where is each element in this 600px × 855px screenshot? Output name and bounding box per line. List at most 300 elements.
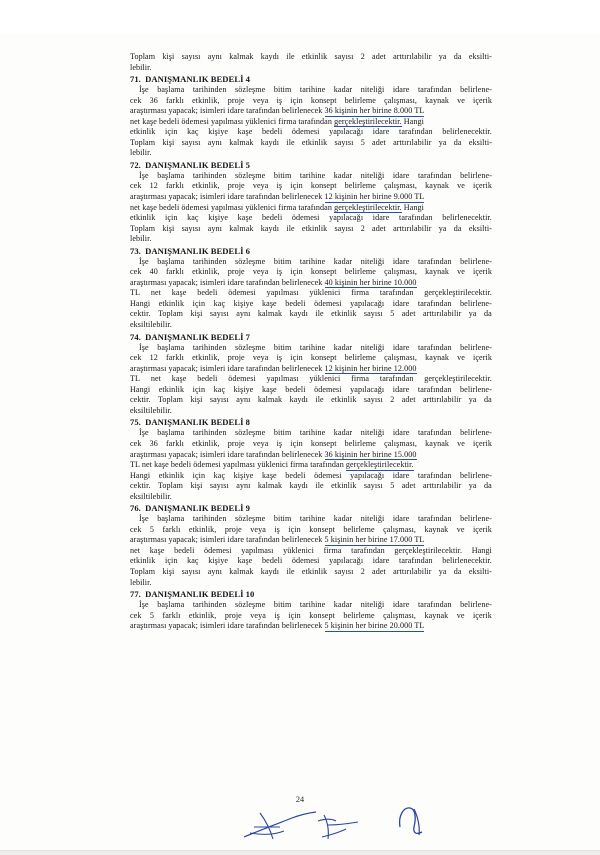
section-number: 74. — [130, 331, 141, 342]
word: Toplam — [157, 309, 184, 319]
word: Toplam — [157, 481, 184, 491]
word: ödemesi — [314, 470, 342, 480]
section-paragraph — [130, 514, 492, 588]
word: için — [288, 524, 301, 534]
word: da — [483, 395, 492, 405]
text-line — [130, 203, 492, 214]
word: belirlenecektir. — [442, 213, 492, 223]
text-line — [130, 621, 492, 632]
word: sayısı — [334, 52, 354, 61]
word: Toplam — [130, 566, 156, 576]
word: eksilti- — [468, 137, 492, 147]
word: etkinlik — [130, 127, 156, 137]
text-line: eksiltilebilir. — [130, 405, 172, 415]
word: kaç — [187, 556, 199, 566]
word: da — [483, 309, 492, 319]
word: ile — [315, 395, 324, 405]
word: sayısı — [181, 137, 201, 147]
word: kaynak — [424, 524, 449, 534]
word: ya — [468, 309, 477, 319]
word: ya — [438, 137, 447, 147]
word: bedeli — [262, 127, 283, 137]
word: proje — [227, 181, 245, 191]
word: belirlene- — [460, 428, 492, 438]
word: kadar — [333, 170, 353, 180]
word: için — [165, 213, 178, 223]
word: sözleşme — [235, 256, 266, 266]
section-title: DANIŞMANLIK BEDELİ 8 — [142, 417, 251, 428]
word: idare — [392, 428, 410, 438]
word: Hangi — [130, 298, 151, 308]
word: belirlene- — [460, 256, 492, 266]
text-line — [130, 600, 492, 611]
word: idare — [392, 384, 410, 394]
word: için — [192, 298, 206, 308]
word: Hangi — [471, 545, 492, 555]
word: içerik — [473, 181, 492, 191]
word: konsept — [310, 267, 337, 277]
section-title: DANIŞMANLIK BEDELİ 9 — [142, 503, 251, 514]
word: ve — [457, 353, 465, 363]
word: kaydı — [289, 395, 308, 405]
word: kişi — [190, 309, 203, 319]
section-number: 73. — [130, 245, 141, 256]
section-heading — [130, 502, 492, 514]
line-text: TL net kaşe bedeli ödemesi yapılması yüklenici firma tarafından — [130, 460, 346, 470]
word: da — [483, 481, 492, 491]
line-text: araştırması yapacak; isimleri idare tarafından belirlenecek — [130, 449, 325, 459]
section-title: DANIŞMANLIK BEDELİ 6 — [142, 245, 251, 256]
word: kaç — [213, 384, 226, 394]
word: için — [288, 610, 301, 620]
word: yapılması — [266, 374, 299, 384]
text-line — [130, 471, 492, 482]
word: kadar — [333, 514, 353, 524]
word: veya — [252, 353, 269, 363]
word: niteliği — [360, 85, 385, 95]
word: kişi — [162, 566, 175, 576]
word: iş — [274, 524, 280, 534]
word: ve — [456, 610, 465, 620]
text-line — [130, 85, 492, 96]
line-text: araştırması yapacak; isimleri idare tarafından belirlenecek — [130, 192, 325, 202]
word: içerik — [472, 524, 492, 534]
word: iş — [276, 438, 283, 448]
word: etkinlik, — [192, 181, 220, 191]
word: tarihine — [299, 256, 326, 266]
signature-two — [316, 811, 372, 843]
word: firma — [351, 374, 370, 384]
text-line — [130, 556, 492, 567]
word: sayısı — [209, 395, 229, 405]
text-line — [130, 257, 492, 268]
word: bitim — [273, 256, 292, 266]
section-heading — [130, 159, 492, 171]
word: kaşe — [237, 213, 253, 223]
word: 5 — [390, 309, 395, 319]
word: sayısı — [334, 566, 354, 576]
section-heading — [130, 331, 492, 343]
word: tarafından — [417, 600, 452, 610]
word: ödemesi — [314, 298, 342, 308]
text-line — [130, 395, 492, 406]
text-line — [130, 611, 492, 622]
word: tarihine — [299, 600, 326, 610]
word: cek — [130, 524, 142, 534]
word: eksilti- — [468, 566, 492, 576]
word: ödemesi — [204, 545, 232, 555]
word: niteliği — [360, 170, 385, 180]
section-number: 76. — [130, 503, 141, 514]
word: etkinlik — [301, 137, 328, 147]
word: etkinlik — [331, 481, 357, 491]
word: başlama — [157, 85, 185, 95]
word: 2 — [360, 52, 365, 61]
word: tarihinden — [192, 85, 227, 95]
word: aynı — [236, 481, 251, 491]
word: ödemesi — [291, 556, 320, 566]
word: sayısı — [363, 395, 383, 405]
word: ya — [438, 566, 447, 576]
document-content — [130, 52, 492, 632]
word: tarihinden — [192, 170, 227, 180]
word: adet — [372, 52, 386, 61]
text-line — [130, 138, 492, 149]
signature-one — [240, 809, 324, 843]
word: içerik — [473, 438, 492, 448]
word: TL — [130, 288, 141, 298]
word: niteliği — [360, 600, 385, 610]
word: kaşe — [171, 374, 187, 384]
word: kadar — [333, 85, 353, 95]
word: etkinlik — [301, 223, 328, 233]
word: cek — [130, 353, 142, 363]
text-line — [130, 278, 492, 289]
word: kaşe — [237, 556, 253, 566]
word: ile — [286, 137, 295, 147]
word: kişi — [162, 137, 175, 147]
word: arttırılabilir — [393, 137, 432, 147]
word: ile — [315, 309, 324, 319]
underlined-amount: 5 kişinin her birine 17.000 TL — [324, 535, 425, 545]
word: proje — [227, 438, 245, 448]
word: kaç — [187, 127, 199, 137]
word: niteliği — [360, 256, 385, 266]
word: aynı — [207, 52, 222, 61]
word: idare — [392, 514, 410, 524]
word: belirlene- — [460, 600, 492, 610]
word: ödemesi — [228, 288, 256, 298]
word: proje — [227, 353, 245, 363]
word: ödemesi — [291, 213, 320, 223]
word: tarihine — [299, 342, 326, 352]
word: farklı — [165, 95, 184, 105]
word: da — [453, 566, 462, 576]
word: veya — [252, 267, 269, 277]
word: yapılacağı — [329, 127, 364, 137]
word: arttırılabilir — [393, 52, 432, 61]
word: çalışması, — [383, 610, 417, 620]
word: yapılması — [241, 545, 274, 555]
word: bedeli — [285, 384, 306, 394]
word: aynı — [207, 566, 222, 576]
word: için — [165, 127, 178, 137]
word: İşe — [139, 342, 149, 352]
word: kaynak — [425, 353, 449, 363]
word: cek — [130, 181, 142, 191]
word: tarihinden — [192, 514, 227, 524]
word: belirlene- — [460, 85, 492, 95]
word: kaydı — [289, 309, 308, 319]
word: kalmak — [229, 137, 254, 147]
word: proje — [224, 524, 242, 534]
word: net — [130, 545, 141, 555]
word: tarafından — [417, 170, 452, 180]
word: kaydı — [260, 566, 280, 576]
word: etkinlik, — [192, 95, 220, 105]
word: sayısı — [181, 223, 201, 233]
page-top-margin — [0, 0, 600, 34]
word: kalmak — [229, 223, 254, 233]
text-line — [130, 343, 492, 354]
word: idare — [392, 170, 410, 180]
word: kaç — [213, 470, 226, 480]
word: kaynak — [425, 181, 449, 191]
text-line — [130, 96, 492, 107]
word: kaşe — [262, 298, 277, 308]
word: iş — [276, 181, 283, 191]
line-text: araştırması yapacak; isimleri idare tarafından belirlenecek — [130, 363, 325, 373]
word: etkinlik, — [188, 610, 217, 620]
underlined-amount: gerçekleştirilecektir. — [334, 116, 402, 126]
word: farklı — [165, 267, 184, 277]
text-line — [130, 288, 492, 299]
word: yüklenici — [309, 288, 341, 298]
word: belirleme — [344, 95, 376, 105]
text-line — [130, 374, 492, 385]
word: belirlene- — [460, 514, 492, 524]
text-line — [130, 439, 492, 450]
word: da — [453, 137, 462, 147]
word: tarafından — [417, 470, 452, 480]
word: 5 — [149, 610, 155, 620]
line-text: araştırması yapacak; isimleri idare tarafından belirlenecek — [130, 106, 325, 116]
word: sözleşme — [235, 170, 266, 180]
word: İşe — [139, 428, 149, 438]
word: etkinlik — [331, 309, 357, 319]
word: sözleşme — [235, 342, 266, 352]
text-line — [130, 117, 492, 128]
word: konsept — [310, 181, 337, 191]
word: tarafından — [417, 514, 452, 524]
section-title: DANIŞMANLIK BEDELİ 5 — [142, 159, 251, 170]
word: konsept — [310, 95, 337, 105]
word: içerik — [473, 267, 492, 277]
word: veya — [252, 438, 269, 448]
text-line — [130, 460, 492, 471]
word: tarafından — [417, 256, 452, 266]
word: belirlene- — [460, 298, 492, 308]
word: idare — [372, 556, 390, 566]
text-line — [130, 546, 492, 557]
underlined-amount: 36 kişinin her birine 8.000 TL — [324, 106, 425, 116]
word: ödemesi — [291, 127, 320, 137]
text-line — [130, 364, 492, 375]
word: Toplam — [130, 137, 156, 147]
word: tarafından — [399, 556, 433, 566]
word: niteliği — [360, 428, 385, 438]
signature-area — [240, 805, 460, 853]
word: yapılacağı — [350, 470, 385, 480]
word: TL — [130, 374, 141, 384]
text-line — [130, 181, 492, 192]
word: 40 — [149, 267, 158, 277]
line-text: araştırması yapacak; isimleri idare tarafından belirlenecek — [130, 621, 325, 631]
word: Hangi — [130, 470, 151, 480]
underlined-amount: 12 kişinin her birine 9.000 TL — [324, 192, 425, 202]
word: sözleşme — [235, 514, 266, 524]
word: kişiye — [233, 384, 254, 394]
word: gerçekleştirilecektir. — [424, 288, 492, 298]
word: çalışması, — [384, 438, 418, 448]
word: çalışması, — [384, 181, 418, 191]
word: ve — [457, 181, 465, 191]
word: için — [290, 353, 303, 363]
word: çalışması, — [384, 353, 418, 363]
word: etkinlik — [301, 52, 328, 61]
word: sayısı — [334, 223, 354, 233]
word: kişiye — [208, 213, 229, 223]
word: ya — [468, 481, 477, 491]
section-title: DANIŞMANLIK BEDELİ 10 — [142, 589, 255, 600]
word: kaşe — [149, 545, 165, 555]
text-line — [130, 514, 492, 525]
word: ve — [457, 438, 465, 448]
word: bedeli — [285, 298, 306, 308]
underlined-amount: 36 kişinin her birine 15.000 — [324, 449, 417, 459]
word: kadar — [333, 256, 353, 266]
section-title: DANIŞMANLIK BEDELİ 4 — [142, 74, 251, 85]
text-line — [130, 224, 492, 235]
page-body — [130, 52, 492, 632]
section-paragraph — [130, 428, 492, 502]
word: tarihine — [299, 170, 326, 180]
word: kaydı — [260, 52, 280, 61]
word: başlama — [157, 170, 185, 180]
word: adet — [372, 566, 386, 576]
word: tarafından — [399, 213, 433, 223]
word: veya — [252, 181, 269, 191]
word: Hangi — [130, 384, 151, 394]
word: için — [290, 181, 303, 191]
underlined-amount: gerçekleştirilecektir. — [334, 202, 402, 212]
word: cektir. — [130, 309, 151, 319]
word: kişi — [190, 395, 203, 405]
word: veya — [252, 95, 269, 105]
underlined-amount: 5 kişinin her birine 20.000 TL — [324, 621, 425, 631]
word: etkinlik — [158, 384, 185, 394]
word: 2 — [360, 223, 365, 233]
word: kaynak — [425, 95, 449, 105]
word: kaynak — [424, 610, 449, 620]
word: veya — [250, 610, 266, 620]
word: bitim — [273, 428, 292, 438]
word: bitim — [273, 170, 292, 180]
text-line — [130, 299, 492, 310]
word: içerik — [472, 610, 492, 620]
underlined-amount: gerçekleştirilecektir. — [345, 460, 414, 470]
word: bedeli — [197, 288, 218, 298]
line-text: net kaşe bedeli ödemesi yapılması yüklenici firma tarafından — [130, 116, 335, 126]
word: tarihine — [299, 428, 326, 438]
text-line — [130, 385, 492, 396]
word: kaynak — [425, 267, 449, 277]
word: başlama — [157, 256, 185, 266]
word: 12 — [149, 181, 158, 191]
word: ile — [315, 481, 324, 491]
word: idare — [372, 213, 390, 223]
word: 5 — [390, 481, 395, 491]
word: firma — [351, 288, 370, 298]
word: arttırılabilir — [422, 395, 462, 405]
word: kaydı — [289, 481, 308, 491]
word: aynı — [236, 395, 251, 405]
text-line: lebilir. — [130, 62, 152, 72]
word: niteliği — [360, 514, 385, 524]
word: tarafından — [351, 545, 385, 555]
word: belirleme — [343, 610, 375, 620]
word: kaç — [213, 298, 226, 308]
word: tarafından — [417, 298, 452, 308]
word: için — [290, 438, 303, 448]
word: ve — [457, 267, 465, 277]
text-line — [130, 171, 492, 182]
text-line — [130, 535, 492, 546]
line-text: araştırması yapacak; isimleri idare tarafından belirlenecek — [130, 535, 325, 545]
word: proje — [224, 610, 242, 620]
word: kalmak — [257, 395, 283, 405]
word: iş — [276, 95, 283, 105]
text-line — [130, 192, 492, 203]
word: cek — [130, 95, 142, 105]
word: için — [165, 556, 178, 566]
text-line: eksiltilebilir. — [130, 320, 172, 330]
section-heading — [130, 73, 492, 85]
word: kadar — [333, 600, 353, 610]
word: cek — [130, 267, 142, 277]
word: farklı — [162, 524, 181, 534]
word: İşe — [139, 170, 149, 180]
word: çalışması, — [384, 95, 418, 105]
word: içerik — [473, 95, 492, 105]
word: etkinlik — [158, 298, 185, 308]
word: başlama — [157, 428, 185, 438]
word: belirlene- — [460, 384, 492, 394]
section-paragraph — [130, 85, 492, 159]
word: sayısı — [209, 481, 229, 491]
word: niteliği — [360, 342, 385, 352]
word: kaşe — [237, 127, 253, 137]
word: farklı — [165, 181, 184, 191]
word: Toplam — [130, 52, 156, 61]
word: belirleme — [343, 524, 375, 534]
word: idare — [392, 298, 410, 308]
section-paragraph — [130, 171, 492, 245]
word: 2 — [360, 566, 365, 576]
word: kalmak — [229, 52, 254, 61]
word: etkinlik — [130, 213, 156, 223]
word: İşe — [139, 85, 149, 95]
